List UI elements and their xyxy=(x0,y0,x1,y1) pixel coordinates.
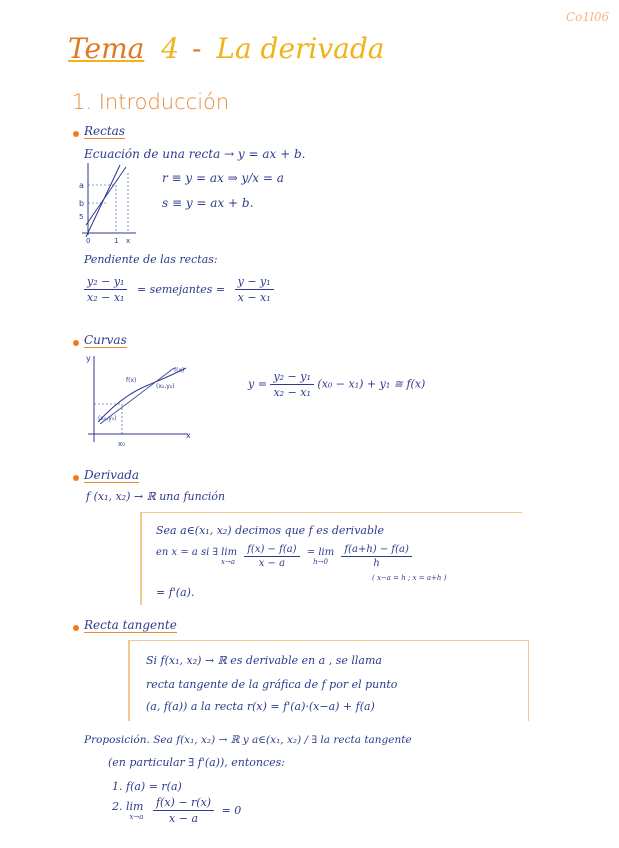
derivada-num-2: f(a+h) − f(a) xyxy=(341,544,412,557)
curvas-suffix: (x₀ − x₁) + y₁ ≅ f(x) xyxy=(317,377,426,391)
label-fx2: f(x) xyxy=(174,367,185,374)
curvas-heading: Curvas xyxy=(84,333,127,347)
rectas-s-line: s ≡ y = ax + b. xyxy=(162,196,254,210)
derivada-func: f (x₁, x₂) → ℝ una función xyxy=(86,490,226,503)
label-x0: x₀ xyxy=(118,440,125,448)
derivada-frac-2 xyxy=(341,544,412,569)
label-pt: (x₂,y₂) xyxy=(156,383,175,390)
rectas-graph xyxy=(76,163,140,245)
label-x: x xyxy=(186,431,191,440)
tangente-line1: Si f(x₁, x₂) → ℝ es derivable en a , se llama xyxy=(146,654,382,667)
line-s xyxy=(86,167,126,225)
derivada-eq-lim: = lim xyxy=(306,547,335,558)
watermark: Co1l06 xyxy=(566,10,610,24)
bullet-rectas xyxy=(73,131,79,137)
title-dash: - xyxy=(191,32,202,65)
label-fx: f(x) xyxy=(126,377,137,384)
prop-line1: Proposición. Sea f(x₁, x₂) → ℝ y a∈(x₁, x₂) / ∃ la recta tangente xyxy=(84,734,412,746)
slope-num-2: y − y₁ xyxy=(235,275,274,290)
prop-item2-suffix: = 0 xyxy=(221,803,242,817)
curvas-formula xyxy=(248,370,425,399)
bullet-derivada xyxy=(73,475,79,481)
slope-label: Pendiente de las rectas: xyxy=(84,253,218,266)
slope-mid: = semejantes = xyxy=(136,282,226,296)
label-y: y xyxy=(86,354,91,363)
slope-frac-1 xyxy=(84,275,127,304)
slope-num-1: y₂ − y₁ xyxy=(84,275,127,290)
rectas-heading: Rectas xyxy=(84,124,125,138)
derivada-box-line3: = f'(a). xyxy=(156,586,195,599)
title-topic: Tema xyxy=(68,32,145,65)
prop-item2-num: f(x) − r(x) xyxy=(153,796,214,811)
rectas-r-line: r ≡ y = ax ⇒ y/x = a xyxy=(162,171,284,185)
derivada-lim-sub: x→a xyxy=(221,558,236,566)
label-x: x xyxy=(126,237,131,245)
derivada-box-line2 xyxy=(156,544,412,569)
derivada-box-line1: Sea a∈(x₁, x₂) decimos que f es derivable xyxy=(156,524,385,537)
derivada-num-1: f(x) − f(a) xyxy=(244,544,299,557)
label-1: 1 xyxy=(114,237,119,245)
prop-line2: (en particular ∃ f'(a)), entonces: xyxy=(108,756,285,769)
title-number: 4 xyxy=(161,32,180,65)
derivada-lim-sub2: h→0 xyxy=(313,558,328,566)
curvas-graph xyxy=(82,352,202,452)
derivada-den-2: h xyxy=(373,558,380,569)
slope-den-2: x − x₁ xyxy=(237,291,271,304)
label-a: a xyxy=(79,181,84,190)
derivada-note: ( x−a = h ; x = a+h ) xyxy=(372,574,447,582)
page-title xyxy=(68,32,385,65)
label-0: 0 xyxy=(86,237,91,245)
curvas-num: y₂ − y₁ xyxy=(270,370,313,385)
curvas-frac xyxy=(270,370,313,399)
rectas-equation: Ecuación de una recta → y = ax + b. xyxy=(84,147,306,161)
prop-item2-den: x − a xyxy=(169,812,199,825)
tangente-heading: Recta tangente xyxy=(84,618,177,632)
intro-heading: 1. Introducción xyxy=(72,90,230,114)
title-text: La derivada xyxy=(216,32,385,65)
tangente-line3: (a, f(a)) a la recta r(x) = f'(a)·(x−a) + f(a) xyxy=(146,700,375,713)
slope-formula xyxy=(84,275,274,304)
label-pt0: (x₀,y₀) xyxy=(98,415,117,422)
prop-item2-sub: x→a xyxy=(129,813,144,821)
curvas-den: x₂ − x₁ xyxy=(273,386,311,399)
tangente-line2: recta tangente de la gráfica de f por el punto xyxy=(146,678,398,691)
label-5: 5 xyxy=(79,213,84,221)
curvas-prefix: y = xyxy=(248,377,267,391)
prop-item2 xyxy=(112,796,241,825)
label-b: b xyxy=(79,199,85,208)
derivada-heading: Derivada xyxy=(84,468,140,482)
bullet-curvas xyxy=(73,340,79,346)
slope-den-1: x₂ − x₁ xyxy=(87,291,125,304)
curve xyxy=(98,368,186,422)
bullet-tangente xyxy=(73,625,79,631)
prop-item2-prefix: 2. lim xyxy=(112,800,144,813)
derivada-frac-1 xyxy=(244,544,299,569)
prop-item2-frac xyxy=(153,796,214,825)
prop-item1: 1. f(a) = r(a) xyxy=(112,780,182,793)
derivada-den-1: x − a xyxy=(258,558,286,569)
slope-frac-2 xyxy=(235,275,274,304)
derivada-lim-prefix: en x = a si ∃ lim xyxy=(156,547,238,558)
